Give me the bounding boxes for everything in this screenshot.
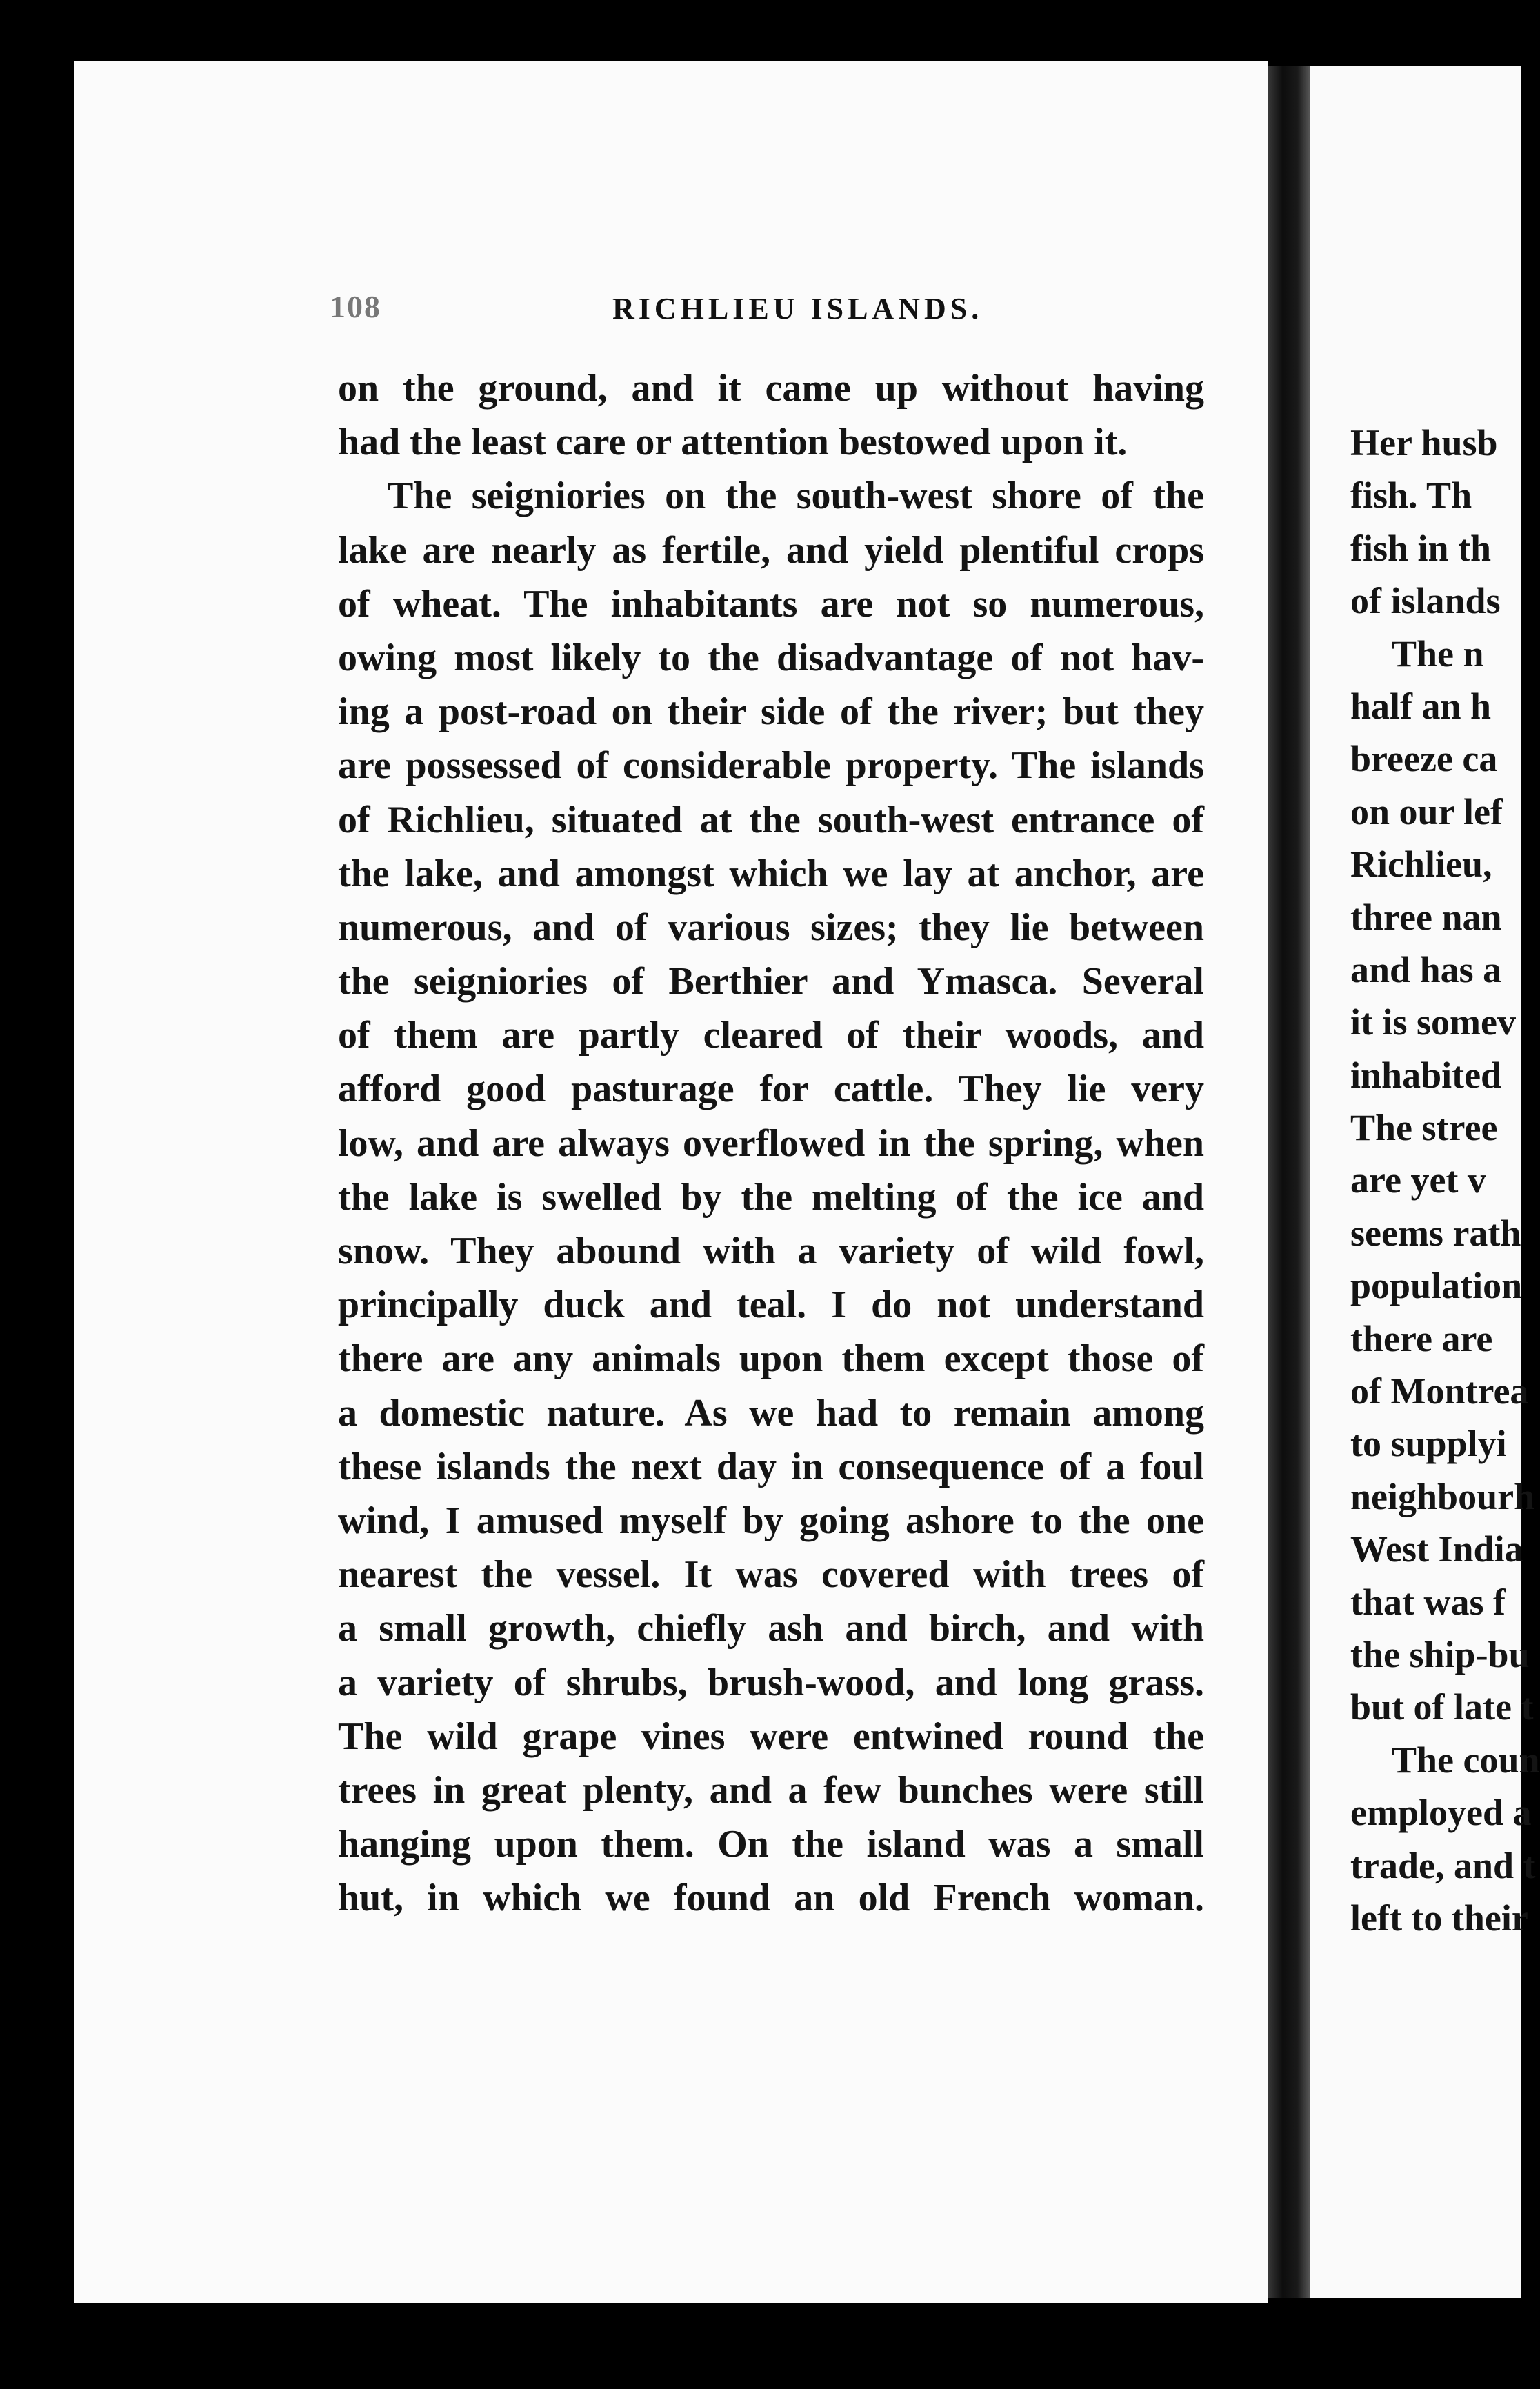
text-line: these islands the next day in consequence of a foul bbox=[338, 1445, 1204, 1488]
text-line: fish. Th bbox=[1350, 474, 1472, 517]
text-line: and has a bbox=[1350, 948, 1502, 990]
text-line: population bbox=[1350, 1265, 1523, 1307]
text-line: inhabited bbox=[1350, 1054, 1502, 1096]
text-line: to supplyi bbox=[1350, 1423, 1507, 1465]
text-line: of wheat. The inhabitants are not so numerous, bbox=[338, 582, 1204, 626]
text-line: The n bbox=[1392, 632, 1484, 674]
text-line: are yet v bbox=[1350, 1159, 1486, 1201]
right-page-text bbox=[1350, 417, 1540, 1944]
text-line: trees in great plenty, and a few bunches were still bbox=[338, 1768, 1204, 1812]
text-line: lake are nearly as fertile, and yield plentiful crops bbox=[338, 528, 1204, 572]
text-line: nearest the vessel. It was covered with trees of bbox=[338, 1553, 1204, 1597]
text-line: owing most likely to the disadvantage of not hav- bbox=[338, 636, 1204, 679]
text-line: fish in th bbox=[1350, 527, 1492, 569]
text-line: a small growth, chiefly ash and birch, and with bbox=[338, 1607, 1204, 1650]
text-line: the ship-bu bbox=[1350, 1633, 1530, 1675]
text-line: but of late t bbox=[1350, 1686, 1534, 1728]
text-line: left to their bbox=[1350, 1897, 1528, 1939]
book-gutter bbox=[1268, 66, 1310, 2298]
text-line: ing a post-road on their side of the river; but they bbox=[338, 690, 1204, 734]
left-page-text bbox=[338, 361, 1204, 1925]
text-line: on our lef bbox=[1350, 790, 1503, 832]
text-line: wind, I amused myself by going ashore to the one bbox=[338, 1499, 1204, 1542]
text-line: it is somev bbox=[1350, 1001, 1516, 1043]
text-line: on the ground, and it came up without having bbox=[338, 367, 1204, 410]
text-line: the seigniories of Berthier and Ymasca. Several bbox=[338, 960, 1204, 1003]
text-line: there are any animals upon them except those of bbox=[338, 1337, 1204, 1381]
running-title: RICHLIEU ISLANDS. bbox=[612, 292, 983, 326]
text-line: had the least care or attention bestowed upon it. bbox=[338, 421, 1128, 464]
text-line: West India bbox=[1350, 1528, 1523, 1570]
text-line: there are bbox=[1350, 1317, 1493, 1359]
text-line: The wild grape vines were entwined round the bbox=[338, 1715, 1204, 1758]
page-number: 108 bbox=[330, 289, 381, 324]
text-line: hut, in which we found an old French woman. bbox=[338, 1877, 1204, 1920]
text-line: a variety of shrubs, brush-wood, and long grass. bbox=[338, 1661, 1204, 1704]
text-line: of islands bbox=[1350, 580, 1501, 622]
text-line: of Richlieu, situated at the south-west entrance of bbox=[338, 798, 1204, 841]
text-line: afford good pasturage for cattle. They lie very bbox=[338, 1068, 1204, 1111]
text-line: breeze ca bbox=[1350, 738, 1498, 780]
text-line: employed a bbox=[1350, 1792, 1532, 1834]
text-line: principally duck and teal. I do not understand bbox=[338, 1283, 1204, 1327]
page-header bbox=[330, 288, 1226, 337]
text-line: Richlieu, bbox=[1350, 843, 1492, 886]
text-line: a domestic nature. As we had to remain among bbox=[338, 1391, 1204, 1435]
text-line: numerous, and of various sizes; they lie between bbox=[338, 906, 1204, 949]
text-line: neighbourh bbox=[1350, 1475, 1535, 1517]
text-line: The coun bbox=[1392, 1739, 1540, 1781]
text-line: of them are partly cleared of their woods, and bbox=[338, 1014, 1204, 1057]
text-line: snow. They abound with a variety of wild fowl, bbox=[338, 1230, 1204, 1272]
text-line: Her husb bbox=[1350, 422, 1498, 463]
text-line: of Montrea bbox=[1350, 1370, 1529, 1412]
text-line: low, and are always overflowed in the spring, when bbox=[338, 1121, 1204, 1165]
text-line: three nan bbox=[1350, 896, 1502, 938]
text-line: the lake, and amongst which we lay at anchor, are bbox=[338, 852, 1204, 895]
text-line: trade, and t bbox=[1350, 1844, 1536, 1886]
text-line: are possessed of considerable property. The islands bbox=[338, 744, 1204, 788]
text-line: half an h bbox=[1350, 685, 1492, 727]
text-line: the lake is swelled by the melting of the ice and bbox=[338, 1175, 1204, 1219]
text-line: The seigniories on the south-west shore of the bbox=[388, 474, 1204, 518]
text-line: hanging upon them. On the island was a small bbox=[338, 1823, 1204, 1866]
text-line: The stree bbox=[1350, 1107, 1498, 1149]
text-line: that was f bbox=[1350, 1581, 1506, 1623]
text-line: seems rath bbox=[1350, 1212, 1521, 1254]
